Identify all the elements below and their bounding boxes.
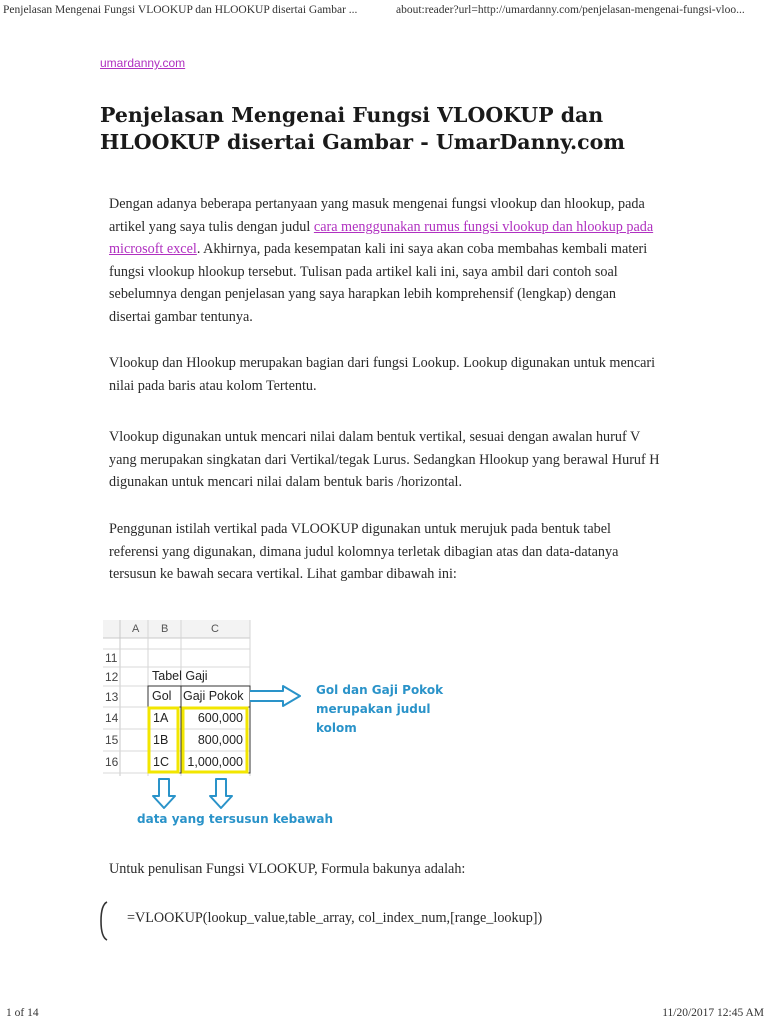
gol-cell: 1A — [153, 711, 169, 725]
row-number: 12 — [105, 670, 119, 684]
article-title: Penjelasan Mengenai Fungsi VLOOKUP dan HLOOKUP disertai Gambar - UmarDanny.com — [100, 103, 625, 154]
arrow-down-icon — [153, 779, 175, 808]
gol-cell: 1B — [153, 733, 169, 747]
row-number: 13 — [105, 690, 119, 704]
column-header-strip — [103, 620, 250, 638]
header-gaji-cell: Gaji Pokok — [183, 689, 244, 703]
print-header — [0, 0, 768, 20]
paragraph-intro-text-1: Dengan adanya beberapa pertanyaan yang masuk mengenai fungsi vlookup dan hlookup, pada artikel yang saya tulis dengan judul — [109, 196, 645, 235]
callout-line: Gol dan Gaji Pokok — [316, 683, 444, 697]
gaji-cell: 1,000,000 — [187, 755, 243, 769]
formula-text: =VLOOKUP(lookup_value,table_array, col_index_num,[range_lookup]) — [127, 910, 543, 926]
callout-line: kolom — [316, 721, 357, 735]
callout-column-headers — [316, 681, 443, 738]
row-number: 15 — [105, 733, 119, 747]
site-link[interactable]: umardanny.com — [100, 56, 186, 70]
paragraph-lookup: Vlookup dan Hlookup merupakan bagian dari fungsi Lookup. Lookup digunakan untuk mencari nilai pada baris atau kolom Tertentu. — [109, 355, 656, 394]
spreadsheet-figure — [103, 618, 463, 833]
paragraph-vertical: Penggunan istilah vertikal pada VLOOKUP digunakan untuk merujuk pada bentuk tabel referensi yang digunakan, dimana judul kolomnya terletak dibagian atas dan data-datanya tersusun ke bawah secara vertikal. Lihat gambar dibawah ini: — [109, 521, 619, 582]
gol-cell: 1C — [153, 755, 169, 769]
paragraph-vlookup: Vlookup digunakan untuk mencari nilai dalam bentuk vertikal, sesuai dengan awalan huruf V yang merupakan singkatan dari Vertikal/tegak Lurus. Sedangkan Hlookup yang berawal Huruf H digunakan untuk mencari nilai dalam bentuk baris /horizontal. — [109, 429, 660, 490]
gaji-cell: 600,000 — [197, 711, 243, 725]
article-link[interactable]: cara menggunakan rumus fungsi vlookup dan hlookup pada microsoft excel — [109, 218, 654, 257]
print-footer — [0, 1007, 768, 1024]
arrow-down-icon — [210, 779, 232, 808]
paragraph-intro — [109, 193, 661, 328]
column-header-a: A — [132, 623, 140, 635]
row-number: 11 — [105, 651, 118, 665]
table-title-cell: Tabel Gaji — [152, 669, 208, 683]
row-number: 14 — [105, 711, 119, 725]
callout-line: merupakan judul — [316, 702, 431, 716]
row-number: 16 — [105, 755, 119, 769]
column-header-c: C — [211, 623, 219, 635]
gaji-cell: 800,000 — [197, 733, 243, 747]
paragraph-intro-text-2: . Akhirnya, pada kesempatan kali ini saya akan coba membahas kembali materi fungsi vlookup hlookup tersebut. Tulisan pada artikel kali ini, saya ambil dari contoh soal sebelumnya dengan penjelasan yang saya harapkan lebih komprehensif (lengkap) dengan disertai gambar tentunya. — [109, 241, 648, 325]
arrow-right-icon — [250, 686, 300, 706]
formula-bracket — [100, 901, 108, 941]
header-gol-cell: Gol — [152, 689, 172, 703]
print-header-title: Penjelasan Mengenai Fungsi VLOOKUP dan HLOOKUP disertai Gambar ... — [3, 4, 358, 16]
callout-data: data yang tersusun kebawah — [137, 812, 334, 826]
page-number: 1 of 14 — [6, 1007, 39, 1019]
print-datetime: 11/20/2017 12:45 AM — [662, 1007, 764, 1019]
paragraph-formula-intro: Untuk penulisan Fungsi VLOOKUP, Formula bakunya adalah: — [109, 861, 466, 877]
print-header-url: about:reader?url=http://umardanny.com/penjelasan-mengenai-fungsi-vloo... — [396, 4, 745, 16]
column-header-b: B — [161, 623, 169, 635]
